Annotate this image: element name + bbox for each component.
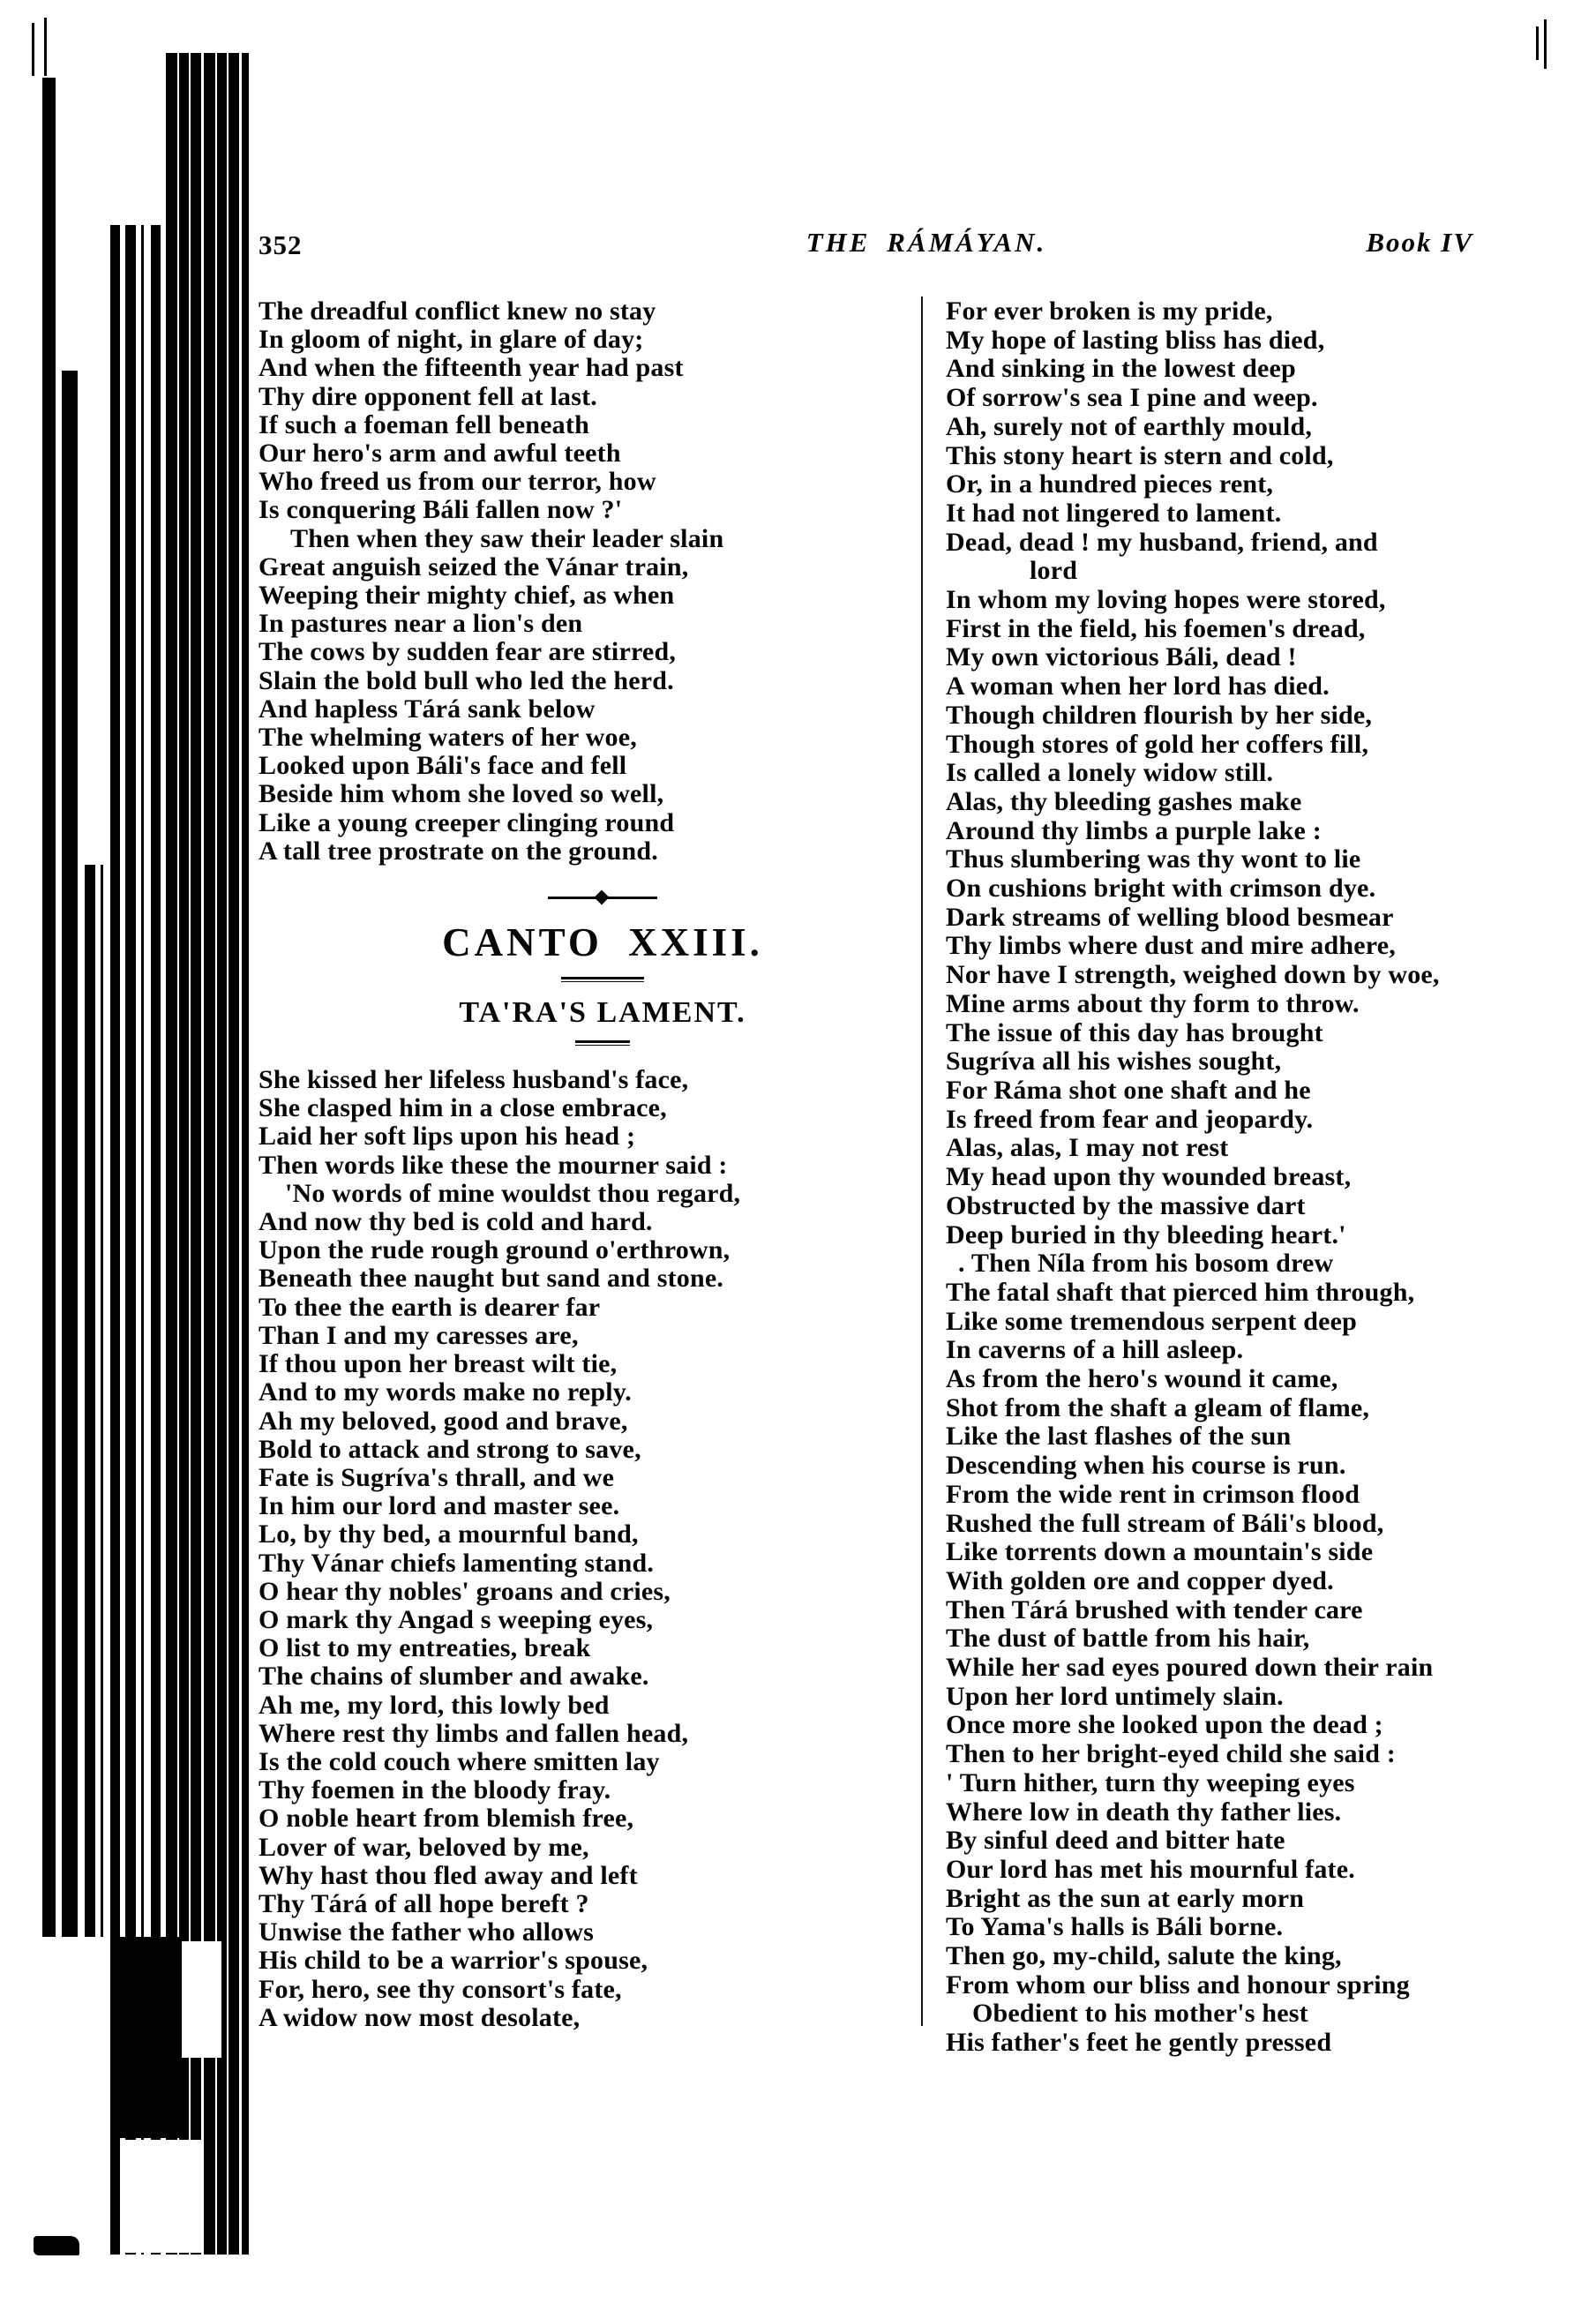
poem-line: If such a foeman fell beneath	[259, 409, 589, 439]
stanza-continuation	[946, 297, 1510, 2058]
poem-line: From the wide rent in crimson flood	[946, 1479, 1360, 1509]
poem-line: Sugríva all his wishes sought,	[946, 1047, 1282, 1077]
poem-line: She kissed her lifeless husband's face,	[259, 1065, 689, 1095]
poem-line: From whom our bliss and honour spring	[946, 1970, 1410, 2000]
poem-line: Though children flourish by her side,	[946, 700, 1373, 730]
poem-line: Fate is Sugríva's thrall, and we	[259, 1462, 615, 1492]
poem-line: Ah me, my lord, this lowly bed	[259, 1690, 610, 1720]
poem-line: My hope of lasting bliss has died,	[946, 325, 1325, 355]
poem-line: First in the field, his foemen's dread,	[946, 613, 1366, 643]
stanza-taras-lament	[259, 1066, 947, 2032]
poem-line: It had not lingered to lament.	[946, 498, 1282, 528]
poem-line: Where low in death thy father lies.	[946, 1797, 1342, 1827]
poem-line: Beside him whom she loved so well,	[259, 779, 664, 809]
poem-line: In him our lord and master see.	[259, 1491, 620, 1521]
poem-line: Our lord has met his mournful fate.	[946, 1854, 1355, 1884]
poem-line: The whelming waters of her woe,	[259, 723, 637, 753]
title-rule	[575, 1040, 630, 1046]
scan-gap	[58, 78, 109, 371]
poem-line: Alas, alas, I may not rest	[946, 1133, 1229, 1163]
poem-line: Then when they saw their leader slain	[290, 523, 724, 553]
poem-line: She clasped him in a close embrace,	[259, 1093, 667, 1123]
scan-stripes	[166, 53, 249, 2255]
poem-line: Thus slumbering was thy wont to lie	[946, 844, 1361, 874]
poem-line: Looked upon Báli's face and fell	[259, 751, 627, 781]
poem-line: Bold to attack and strong to save,	[259, 1434, 641, 1464]
poem-line: Then go, my-child, salute the king,	[946, 1941, 1342, 1971]
left-column	[259, 297, 947, 2032]
poem-line: The dust of battle from his hair,	[946, 1624, 1310, 1654]
scan-artifact	[0, 0, 256, 2311]
poem-line: Then words like these the mourner said :	[259, 1150, 728, 1180]
running-header-title: THE RÁMÁYAN.	[805, 227, 1047, 258]
poem-line: Thy dire opponent fell at last.	[259, 381, 598, 411]
poem-line: Dead, dead ! my husband, friend, and	[946, 527, 1378, 557]
scan-gap	[181, 1941, 221, 2058]
poem-line: Thy Tárá of all hope bereft ?	[259, 1888, 589, 1918]
poem-line: Beneath thee naught but sand and stone.	[259, 1264, 724, 1294]
poem-line: . Then Níla from his bosom drew	[958, 1249, 1334, 1279]
poem-line: Obedient to his mother's hest	[972, 1999, 1308, 2029]
poem-line: Deep buried in thy bleeding heart.'	[946, 1219, 1346, 1249]
ink-blot	[115, 1937, 182, 2138]
poem-line: Great anguish seized the Vánar train,	[259, 551, 689, 582]
poem-line: Is conquering Báli fallen now ?'	[259, 495, 623, 525]
poem-line: Around thy limbs a purple lake :	[946, 815, 1322, 845]
poem-line: A tall tree prostrate on the ground.	[259, 836, 659, 866]
poem-line: Lover of war, beloved by me,	[259, 1832, 589, 1862]
poem-line: Mine arms about thy form to throw.	[946, 988, 1360, 1018]
poem-line: Bright as the sun at early morn	[946, 1883, 1305, 1913]
poem-line: And to my words make no reply.	[259, 1377, 632, 1407]
stanza-end-of-canto	[259, 297, 947, 866]
poem-line: Ah, surely not of earthly mould,	[946, 411, 1313, 441]
poem-line: Alas, thy bleeding gashes make	[946, 786, 1302, 816]
poem-line: To Yama's halls is Báli borne.	[946, 1912, 1284, 1942]
poem-line: For, hero, see thy consort's fate,	[259, 1974, 622, 2004]
poem-line: This stony heart is stern and cold,	[946, 440, 1334, 470]
poem-line: Laid her soft lips upon his head ;	[259, 1122, 636, 1152]
poem-line: Why hast thou fled away and left	[259, 1860, 638, 1890]
poem-line: Ah my beloved, good and brave,	[259, 1406, 628, 1436]
poem-line: Nor have I strength, weighed down by woe,	[946, 960, 1440, 990]
poem-line: Our hero's arm and awful teeth	[259, 439, 621, 469]
poem-line: lord	[1030, 556, 1078, 586]
poem-line: To thee the earth is dearer far	[259, 1292, 601, 1322]
poem-line: His child to be a warrior's spouse,	[259, 1946, 648, 1976]
poem-line: Descending when his course is run.	[946, 1451, 1346, 1481]
poem-line: Thy limbs where dust and mire adhere,	[946, 931, 1396, 961]
poem-line: And hapless Tárá sank below	[259, 694, 596, 724]
poem-line: O hear thy nobles' groans and cries,	[259, 1576, 671, 1606]
corner-mark	[1544, 19, 1547, 69]
poem-line: O mark thy Angad s weeping eyes,	[259, 1604, 654, 1634]
page-number: 352	[259, 229, 303, 260]
poem-line: Of sorrow's sea I pine and weep.	[946, 383, 1318, 413]
poem-line: Shot from the shaft a gleam of flame,	[946, 1392, 1370, 1422]
poem-line: In gloom of night, in glare of day;	[259, 325, 644, 355]
poem-line: 'No words of mine wouldst thou regard,	[285, 1178, 741, 1208]
poem-line: Then Tárá brushed with tender care	[946, 1594, 1363, 1624]
poem-line: Thy Vánar chiefs lamenting stand.	[259, 1548, 655, 1578]
scan-gap	[78, 371, 109, 865]
poem-line: Lo, by thy bed, a mournful band,	[259, 1519, 639, 1549]
poem-line: A widow now most desolate,	[259, 2002, 581, 2032]
canto-heading: CANTO XXIII.	[442, 920, 763, 965]
poem-line: Dark streams of welling blood besmear	[946, 902, 1394, 932]
poem-line: Is called a lonely widow still.	[946, 758, 1274, 788]
poem-line: While her sad eyes poured down their rain	[946, 1653, 1434, 1683]
poem-line: Or, in a hundred pieces rent,	[946, 469, 1274, 499]
right-column	[946, 297, 1510, 2058]
scan-streak	[44, 18, 47, 76]
poem-line: In pastures near a lion's den	[259, 609, 583, 639]
poem-line: Than I and my caresses are,	[259, 1320, 579, 1350]
poem-line: On cushions bright with crimson dye.	[946, 874, 1376, 904]
poem-line: Upon the rude rough ground o'erthrown,	[259, 1235, 731, 1265]
poem-line: For Ráma shot one shaft and he	[946, 1075, 1311, 1105]
poem-line: In caverns of a hill asleep.	[946, 1335, 1244, 1365]
poem-line: The dreadful conflict knew no stay	[259, 296, 656, 326]
poem-line: Who freed us from our terror, how	[259, 467, 656, 497]
poem-line: The chains of slumber and awake.	[259, 1662, 649, 1692]
running-header-book: Book IV	[1366, 227, 1473, 258]
section-title: TA'RA'S LAMENT.	[459, 996, 746, 1030]
poem-line: The cows by sudden fear are stirred,	[259, 637, 677, 667]
scan-gap	[122, 2140, 203, 2253]
poem-line: In whom my loving hopes were stored,	[946, 585, 1386, 615]
poem-line: The issue of this day has brought	[946, 1017, 1323, 1047]
poem-line: Like torrents down a mountain's side	[946, 1537, 1374, 1567]
poem-line: ' Turn hither, turn thy weeping eyes	[946, 1767, 1355, 1797]
corner-mark	[1536, 26, 1539, 60]
poem-line: Is the cold couch where smitten lay	[259, 1746, 660, 1776]
poem-line: Once more she looked upon the dead ;	[946, 1710, 1383, 1740]
poem-line: Obstructed by the massive dart	[946, 1190, 1306, 1220]
poem-line: O noble heart from blemish free,	[259, 1804, 634, 1834]
poem-line: Is freed from fear and jeopardy.	[946, 1104, 1314, 1134]
poem-line: Rushed the full stream of Báli's blood,	[946, 1508, 1384, 1538]
poem-line: Like some tremendous serpent deep	[946, 1306, 1358, 1336]
poem-line: With golden ore and copper dyed.	[946, 1565, 1334, 1595]
poem-line: Like the last flashes of the sun	[946, 1422, 1292, 1452]
poem-line: His father's feet he gently pressed	[946, 2028, 1332, 2058]
poem-line: Though stores of gold her coffers fill,	[946, 729, 1369, 759]
poem-line: Thy foemen in the bloody fray.	[259, 1775, 611, 1805]
poem-line: My own victorious Báli, dead !	[946, 642, 1297, 672]
ornament-diamond	[595, 890, 610, 905]
poem-line: For ever broken is my pride,	[946, 296, 1273, 326]
poem-line: If thou upon her breast wilt tie,	[259, 1349, 618, 1379]
poem-line: Where rest thy limbs and fallen head,	[259, 1718, 689, 1748]
poem-line: Then to her bright-eyed child she said :	[946, 1739, 1396, 1769]
poem-line: O list to my entreaties, break	[259, 1633, 591, 1663]
heading-rule	[561, 977, 644, 982]
poem-line: Unwise the father who allows	[259, 1917, 595, 1947]
poem-line: Slain the bold bull who led the herd.	[259, 665, 674, 695]
poem-line: Weeping their mighty chief, as when	[259, 581, 675, 611]
scan-gap	[42, 2255, 254, 2311]
poem-line: And sinking in the lowest deep	[946, 354, 1296, 384]
ink-blot	[34, 2236, 79, 2255]
poem-line: As from the hero's wound it came,	[946, 1364, 1338, 1394]
poem-line: And when the fifteenth year had past	[259, 353, 684, 383]
poem-line: The fatal shaft that pierced him through,	[946, 1277, 1415, 1307]
poem-line: A woman when her lord has died.	[946, 672, 1330, 702]
scan-streak	[32, 23, 34, 76]
poem-line: And now thy bed is cold and hard.	[259, 1207, 653, 1237]
poem-line: By sinful deed and bitter hate	[946, 1826, 1285, 1856]
section-ornament-icon	[548, 892, 657, 903]
poem-line: Upon her lord untimely slain.	[946, 1681, 1284, 1711]
poem-line: Like a young creeper clinging round	[259, 807, 675, 837]
poem-line: My head upon thy wounded breast,	[946, 1162, 1352, 1192]
